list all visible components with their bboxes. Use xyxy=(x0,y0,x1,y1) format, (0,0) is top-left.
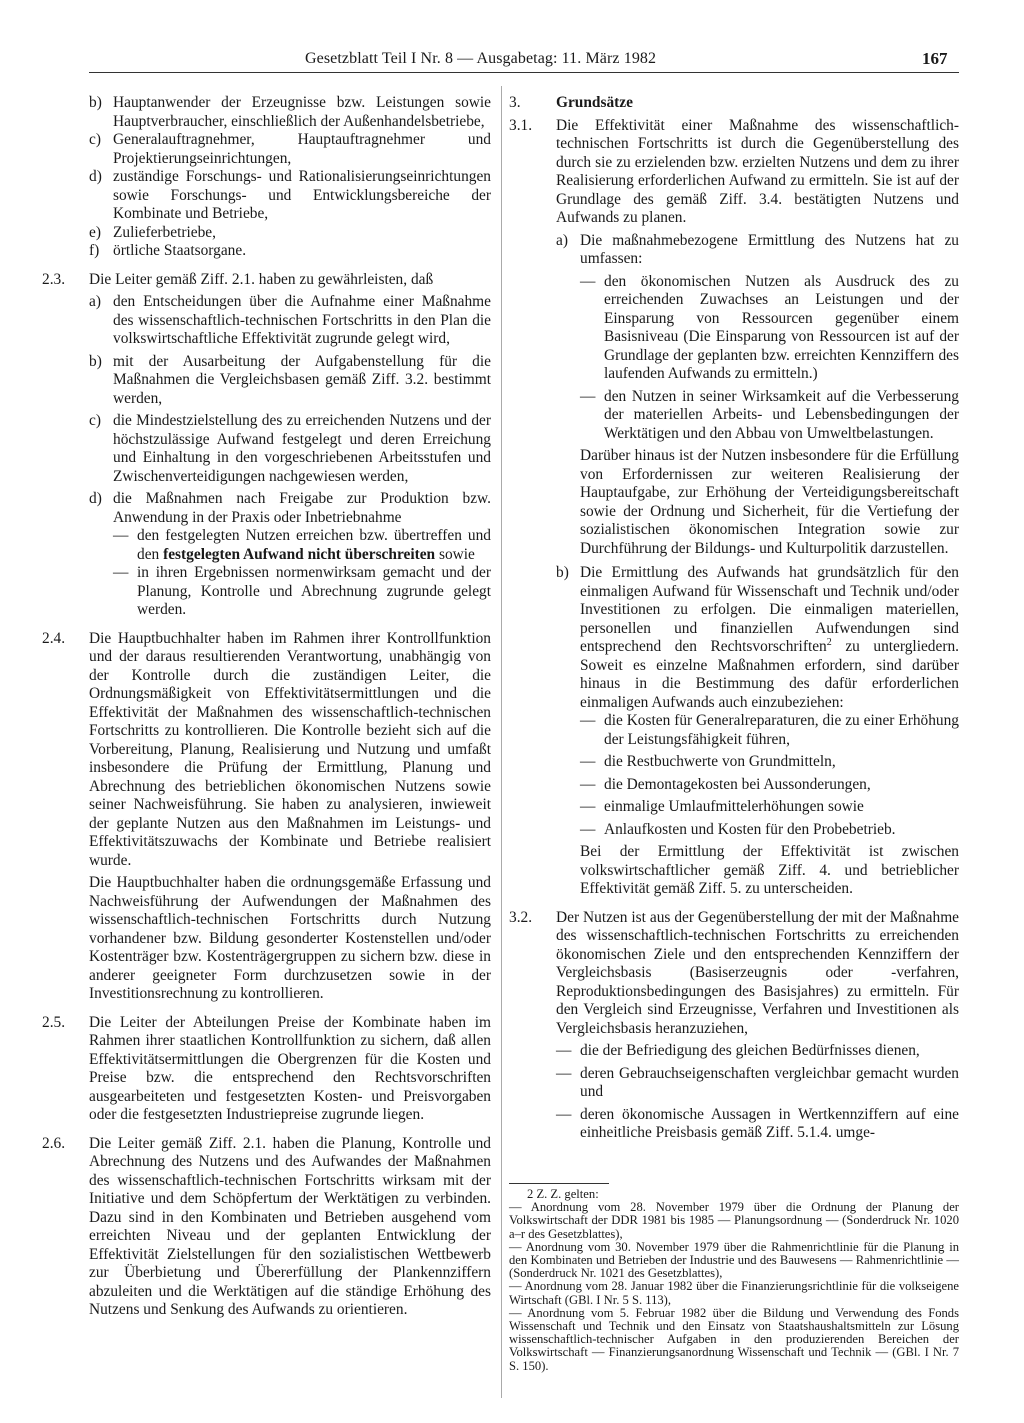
section-2-6: 2.6. Die Leiter gemäß Ziff. 2.1. haben die Planung, Kontrolle und Abrechnung des Nutzens und des Aufwandes der Maßnahmen des wissenschaftlich-technischen Fortschritts wirksam mit der Initiative und dem Schöpfertum der Werktätigen zu verbinden. Dazu sind in den Kombinaten und Betrieben ausgehend vom erreichten Niveau und der geplanten Entwicklung der Effektivität Zielstellungen für den sozialistischen Wettbewerb zur Überbietung und Übererfüllung der Plankennziffern abzuleiten und die Werktätigen auf die ständige Erhöhung des Nutzens und Senkung des Aufwands zu orientieren. xyxy=(42,1134,491,1318)
list-item-c: c) Generalauftragnehmer, Hauptauftragnehmer und Projektierungseinrichtungen, xyxy=(89,131,491,167)
section-number: 2.4. xyxy=(42,629,66,647)
section-number: 3. xyxy=(509,94,521,111)
list-item-e: e) Zulieferbetriebe, xyxy=(89,223,216,241)
dash-item: — den Nutzen in seiner Wirksamkeit auf die Verbesserung der materiellen Arbeits- und Lebensbedingungen der Werktätigen und den Abbau von Umweltbelastungen. xyxy=(580,387,959,442)
page-number: 167 xyxy=(922,49,948,68)
section-2-3-b: b) mit der Ausarbeitung der Aufgabenstellung für die Maßnahmen die Vergleichsbasen gemäß Ziff. 3.2. bestimmt werden, xyxy=(89,352,491,407)
dash-item: — die Kosten für Generalreparaturen, die zu einer Erhöhung der Leistungsfähigkeit führen, xyxy=(580,712,959,748)
section-2-4: 2.4. Die Hauptbuchhalter haben im Rahmen ihrer Kontrollfunktion und der daraus resultierenden Verantwortung, unabhängig von der Kontrolle durch die zuständigen Leiter, die Ordnungsmäßigkeit von Effektivitätsermittlungen und die Effektivität der Maßnahmen des wissenschaftlich-technischen Fortschritts zu kontrollieren. Die Kontrolle bezieht sich auf die Vorbereitung, Planung, Realisierung und Nutzung und umfaßt insbesondere die Prüfung der Ermittlung, Planung und Abrechnung des betrieblichen ökonomischen Nutzens sowie seiner Nachweisführung. Sie haben zu analysieren, inwieweit der geplante Nutzen aus den Maßnahmen im Leistungs- und Effektivitätszuwachs der Kombinate und Betriebe realisiert wurde. Die Hauptbuchhalter haben die ordnungsgemäße Erfassung und Nachweisführung der Aufwendungen der Maßnahmen des wissenschaftlich-technischen Fortschritts durch Nutzung vorhandener bzw. Bildung gesonderter Kostenstellen und/oder Kostenträger bzw. Kostenträgergruppen zu sichern bzw. diese in anderer geeigneter Form durchzusetzen sowie in der Investitionsrechnung zu kontrollieren. xyxy=(42,629,491,1002)
section-3-1: 3.1. Die Effektivität einer Maßnahme des wissenschaftlich-technischen Fortschritts ist durch die Gegenüberstellung des durch sie zu erzielenden bzw. erzielten Nutzens und dem zu ihrer Realisierung erforderlichen Aufwand zu ermitteln. Sie ist auf der Grundlage des gemäß Ziff. 3.4. bestätigten Nutzens und Aufwands zu planen. a) Die maßnahmebezogene Ermittlung des Nutzens hat zu umfassen: — den ökonomischen Nutzen als Ausdruck des zu erreichenden Zuwachses an Leistungen und der Einsparung von Ressourcen gegenüber einem Basisniveau (Die Einsparung von Ressourcen ist auf der Grundlage der geplanten bzw. erreichten Kennziffern des laufenden Aufwands zu ermitteln.) — den Nutzen in seiner Wirksamkeit auf die Verbesserung der materiellen Arbeits- und Lebensbedingungen der Werktätigen und den Abbau von Umweltbelastungen. Darüber hinaus ist der Nutzen insbesondere für die Erfüllung von Erfordernissen zur weiteren Realisierung der Hauptaufgabe, zur Erhöhung der Verteidigungsbereitschaft sowie der Ordnung und Sicherheit, für die Vertiefung der sozialistischen ökonomischen Integration sowie zur Durchführung der Bildungs- und Kulturpolitik darzustellen. b) Die Ermittlung des Aufwands hat grundsätzlich für den einmaligen Aufwand für Wissenschaft und Technik und/oder Investitionen zu erfolgen. Die einmaligen materiellen, personellen und finanziellen Aufwendungen sind entsprechend den Rechtsvorschriften$^2$ zu untergliedern. Soweit es einzelne Maßnahmen erfordern, sind darüber hinaus in die Bestimmung des dafür erforderlichen einmaligen Aufwands auch einzubeziehen: — die Kosten für Generalreparaturen, die zu einer Erhöhung der Leistungsfähigkeit führen, — die Restbuchwerte von Grundmitteln, — die Demontagekosten bei Aussonderungen, — einmalige Umlaufmittelerhöhungen sowie — Anlaufkosten und Kosten für den Probebetrieb. Bei der Ermittlung der Effektivität ist zwischen volkswirtschaftlicher gemäß Ziff. 4. und betrieblicher Effektivität gemäß Ziff. 5. zu unterscheiden. xyxy=(509,116,960,897)
section-number: 2.6. xyxy=(42,1134,66,1152)
section-3 xyxy=(509,94,959,113)
dash-item: — deren ökonomische Aussagen in Wertkennziffern auf eine einheitliche Preisbasis gemäß Ziff. 5.1.4. umge- xyxy=(556,1105,959,1141)
dash-item: — den ökonomischen Nutzen als Ausdruck des zu erreichenden Zuwachses an Leistungen und der Einsparung von Ressourcen gegenüber einem Basisniveau (Die Einsparung von Ressourcen ist auf der Grundlage der geplanten bzw. erreichten Kennziffern des laufenden Aufwands zu ermitteln.) xyxy=(580,272,959,382)
section-title: Grundsätze xyxy=(556,94,633,111)
section-2-3-a: a) den Entscheidungen über die Aufnahme einer Maßnahme des wissenschaftlich-technischen Fortschritts in den Plan die volkswirtschaftliche Effektivität zugrunde gelegt wird, xyxy=(89,293,491,347)
list-item-d: d) zuständige Forschungs- und Rationalisierungseinrichtungen sowie Forschungs- und Entwicklungsbereiche der Kombinate und Betriebe, xyxy=(89,168,491,222)
section-number: 3.2. xyxy=(509,908,533,926)
list-item-b: b) Hauptanwender der Erzeugnisse bzw. Leistungen sowie Hauptverbraucher, einschließlich der Außenhandelsbetriebe, xyxy=(89,94,491,130)
section-3-1-b: b) Die Ermittlung des Aufwands hat grundsätzlich für den einmaligen Aufwand für Wissenschaft und Technik und/oder Investitionen zu erfolgen. Die einmaligen materiellen, personellen und finanziellen Aufwendungen sind entsprechend den Rechtsvorschriften$^2$ zu untergliedern. Soweit es einzelne Maßnahmen erfordern, sind darüber hinaus in die Bestimmung des dafür erforderlichen einmaligen Aufwands auch einzubeziehen: — die Kosten für Generalreparaturen, die zu einer Erhöhung der Leistungsfähigkeit führen, — die Restbuchwerte von Grundmitteln, — die Demontagekosten bei Aussonderungen, — einmalige Umlaufmittelerhöhungen sowie — Anlaufkosten und Kosten für den Probebetrieb. Bei der Ermittlung der Effektivität ist zwischen volkswirtschaftlicher gemäß Ziff. 4. und betrieblicher Effektivität gemäß Ziff. 5. zu unterscheiden. xyxy=(556,564,960,897)
footnote-ref: 2 xyxy=(826,636,832,648)
list-item-f: f) örtliche Staatsorgane. xyxy=(89,242,247,259)
dash-item: — deren Gebrauchseigenschaften vergleichbar gemacht wurden und xyxy=(556,1064,959,1100)
right-column xyxy=(509,94,959,1143)
dash-item: — die der Befriedigung des gleichen Bedürfnisses dienen, xyxy=(556,1042,920,1059)
section-2-3: 2.3. Die Leiter gemäß Ziff. 2.1. haben zu gewährleisten, daß a) den Entscheidungen über die Aufnahme einer Maßnahme des wissenschaftlich-technischen Fortschritts in den Plan die volkswirtschaftliche Effektivität zugrunde gelegt wird, b) mit der Ausarbeitung der Aufgabenstellung für die Maßnahmen die Vergleichsbasen gemäß Ziff. 3.2. bestimmt werden, c) die Mindestzielstellung des zu erreichenden Nutzens und der höchstzulässige Aufwand festgelegt und deren Erreichung und Einhaltung in den vorgeschriebenen Arbeitsstufen und Zwischenverteidigungen nachgewiesen werden, d) die Maßnahmen nach Freigabe zur Produktion bzw. Anwendung in der Praxis oder Inbetriebnahme — den festgelegten Nutzen erreichen bzw. übertreffen und den festgelegten Aufwand nicht überschreiten sowie — in ihren Ergebnissen normenwirksam gemacht und der Planung, Kontrolle und Abrechnung zugrunde gelegt werden. xyxy=(42,270,491,618)
dash-item: — Anlaufkosten und Kosten für den Probebetrieb. xyxy=(580,820,896,838)
section-3-1-a: a) Die maßnahmebezogene Ermittlung des Nutzens hat zu umfassen: — den ökonomischen Nutzen als Ausdruck des zu erreichenden Zuwachses an Leistungen und der Einsparung von Ressourcen gegenüber einem Basisniveau (Die Einsparung von Ressourcen ist auf der Grundlage der geplanten bzw. erreichten Kennziffern des laufenden Aufwands zu ermitteln.) — den Nutzen in seiner Wirksamkeit auf die Verbesserung der materiellen Arbeits- und Lebensbedingungen der Werktätigen und den Abbau von Umweltbelastungen. Darüber hinaus ist der Nutzen insbesondere für die Erfüllung von Erfordernissen zur weiteren Realisierung der Hauptaufgabe, zur Erhöhung der Verteidigungsbereitschaft sowie der Ordnung und Sicherheit, für die Vertiefung der sozialistischen ökonomischen Integration sowie zur Durchführung der Bildungs- und Kulturpolitik darzustellen. xyxy=(556,231,959,557)
section-3-2: 3.2. Der Nutzen ist aus der Gegenüberstellung der mit der Maßnahme des wissenschaftlich-technischen Fortschritts zu erreichenden ökonomischen Ziele und den entsprechenden Kennziffern der Vergleichsbasis (Basiserzeugnis oder -verfahren, Reproduktionsbedingungen des Basisjahres) zu ermitteln. Für den Vergleich sind Erzeugnisse, Verfahren und Investitionen als Vergleichsbasis heranzuziehen, — die der Befriedigung des gleichen Bedürfnisses dienen, — deren Gebrauchseigenschaften vergleichbar gemacht wurden und — deren ökonomische Aussagen in Wertkennziffern auf eine einheitliche Preisbasis gemäß Ziff. 5.1.4. umge- xyxy=(509,908,959,1141)
section-number: 2.3. xyxy=(42,270,66,288)
footnote-item: — Anordnung vom 5. Februar 1982 über die Bildung und Verwendung des Fonds Wissenschaft und Technik und den Einsatz von Staatshaushaltsmitteln zur Lösung wissenschaftlich-technischer Aufgaben in den produzierenden Bereichen der Volkswirtschaft — Finanzierungsanordnung Wissenschaft und Technik — (GBl. I Nr. 7 S. 150). xyxy=(509,1305,959,1373)
footnote-rule xyxy=(509,1183,609,1184)
column-divider xyxy=(501,86,502,1398)
section-number: 2.5. xyxy=(42,1013,66,1031)
section-2-5: 2.5. Die Leiter der Abteilungen Preise der Kombinate haben im Rahmen ihrer staatlichen Kontrollfunktion zu sichern, daß allen Effektivitätsermittlungen die Obergrenzen für die Kosten und Preise bzw. die entsprechend den Rechtsvorschriften ausgearbeiteten und festgesetzten Kosten- und Preisvorgaben oder die festgesetzten Industriepreise zugrunde liegen. xyxy=(42,1013,491,1123)
section-2-3-d: d) die Maßnahmen nach Freigabe zur Produktion bzw. Anwendung in der Praxis oder Inbetriebnahme — den festgelegten Nutzen erreichen bzw. übertreffen und den festgelegten Aufwand nicht überschreiten sowie — in ihren Ergebnissen normenwirksam gemacht und der Planung, Kontrolle und Abrechnung zugrunde gelegt werden. xyxy=(89,490,491,618)
footnote-heading: 2 Z. Z. gelten: xyxy=(527,1187,599,1201)
dash-item: — den festgelegten Nutzen erreichen bzw. übertreffen und den festgelegten Aufwand nicht überschreiten sowie xyxy=(113,527,491,563)
footnote-item: — Anordnung vom 28. Januar 1982 über die Finanzierungsrichtlinie für die volkseigene Wirtschaft (GBl. I Nr. 5 S. 113), xyxy=(509,1279,959,1307)
section-number: 3.1. xyxy=(509,116,533,134)
dash-item: — einmalige Umlaufmittelerhöhungen sowie xyxy=(580,798,864,815)
footnotes xyxy=(509,1188,959,1373)
dash-item: — die Restbuchwerte von Grundmitteln, xyxy=(580,753,836,770)
left-column xyxy=(42,94,491,1320)
header-rule xyxy=(89,72,959,73)
dash-item: — die Demontagekosten bei Aussonderungen, xyxy=(580,775,871,793)
dash-item: — in ihren Ergebnissen normenwirksam gemacht und der Planung, Kontrolle und Abrechnung zugrunde gelegt werden. xyxy=(113,564,491,618)
section-2-3-c: c) die Mindestzielstellung des zu erreichenden Nutzens und der höchstzulässige Aufwand festgelegt und deren Erreichung und Einhaltung in den vorgeschriebenen Arbeitsstufen und Zwischenverteidigungen nachgewiesen werden, xyxy=(89,412,491,485)
footnote-item: — Anordnung vom 28. November 1979 über die Ordnung der Planung der Volkswirtschaft der DDR 1981 bis 1985 — Planungsordnung — (Sonderdruck Nr. 1020 a–r des Gesetzblattes), xyxy=(509,1200,959,1241)
footnote-item: — Anordnung vom 30. November 1979 über die Rahmenrichtlinie für die Planung in den Kombinaten und Betrieben der Industrie und des Bauwesens — Rahmenrichtlinie — (Sonderdruck Nr. 1021 des Gesetzblattes), xyxy=(509,1239,959,1281)
page-header: Gesetzblatt Teil I Nr. 8 — Ausgabetag: 11. März 1982 xyxy=(305,50,657,67)
